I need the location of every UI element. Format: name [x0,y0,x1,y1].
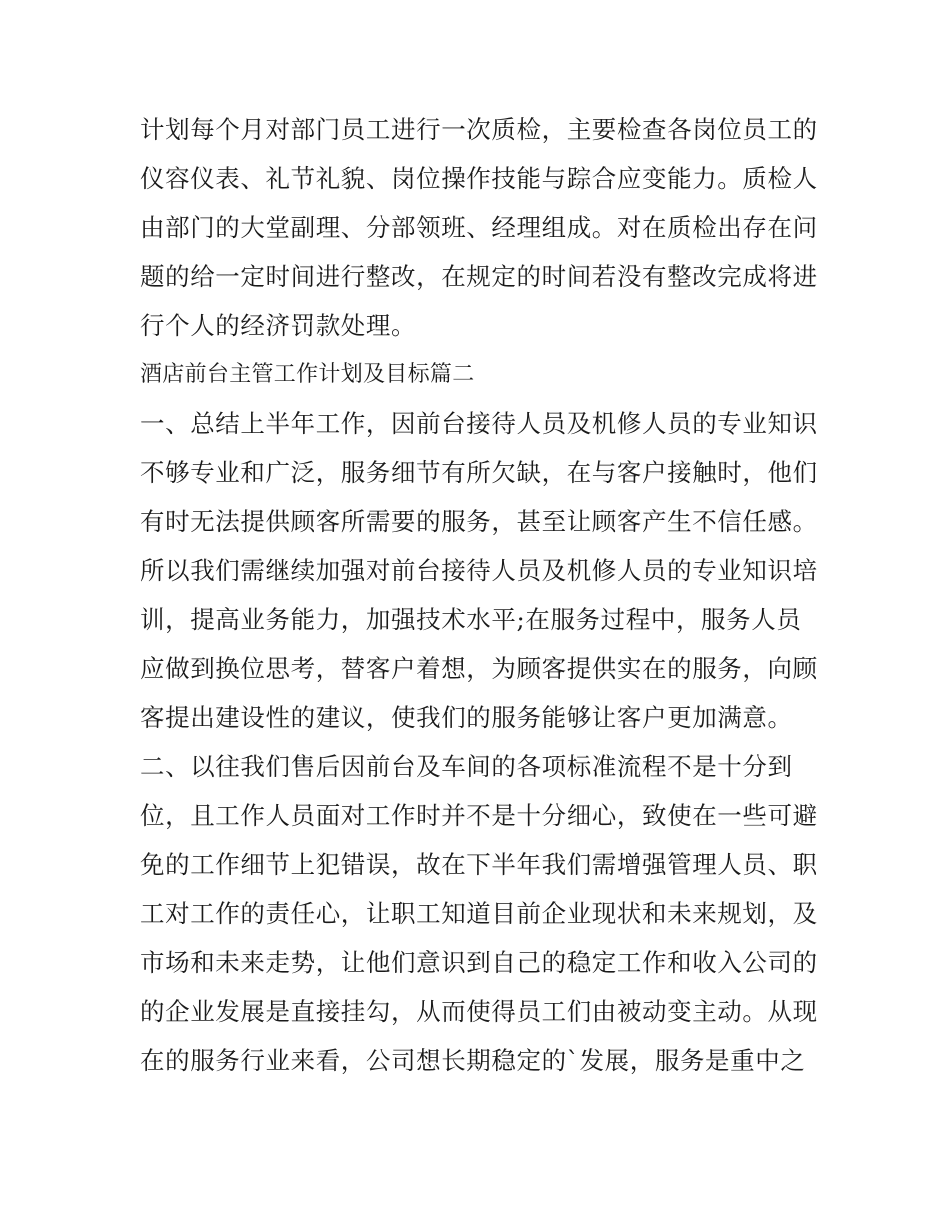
text-line: 应做到换位思考，替客户着想，为顾客提供实在的服务，向顾 [140,654,818,683]
text-line: 工对工作的责任心，让职工知道目前企业现状和未来规划，及 [140,899,818,928]
text-line: 不够专业和广泛，服务细节有所欠缺，在与客户接触时，他们 [140,458,818,487]
text-line: 有时无法提供顾客所需要的服务，甚至让顾客产生不信任感。 [140,507,818,536]
text-line: 训，提高业务能力，加强技术水平;在服务过程中，服务人员 [140,605,802,634]
text-line: 行个人的经济罚款处理。 [140,311,417,340]
text-line: 在的服务行业来看，公司想长期稳定的`发展，服务是重中之 [140,1046,806,1075]
text-line: 一、总结上半年工作，因前台接待人员及机修人员的专业知识 [140,409,818,438]
text-line: 仪容仪表、礼节礼貌、岗位操作技能与踪合应变能力。质检人 [140,164,818,193]
section-heading: 酒店前台主管工作计划及目标篇二 [140,362,475,387]
text-line: 计划每个月对部门员工进行一次质检，主要检查各岗位员工的 [140,115,818,144]
text-line: 二、以往我们售后因前台及车间的各项标准流程不是十分到 [140,752,793,781]
text-line: 市场和未来走势，让他们意识到自己的稳定工作和收入公司的 [140,948,818,977]
text-line: 由部门的大堂副理、分部领班、经理组成。对在质检出存在问 [140,213,818,242]
text-line: 免的工作细节上犯错误，故在下半年我们需增强管理人员、职 [140,850,818,879]
text-line: 位，且工作人员面对工作时并不是十分细心，致使在一些可避 [140,801,818,830]
text-line: 所以我们需继续加强对前台接待人员及机修人员的专业知识培 [140,556,818,585]
text-line: 客提出建设性的建议，使我们的服务能够让客户更加满意。 [140,703,793,732]
text-line: 的企业发展是直接挂勾，从而使得员工们由被动变主动。从现 [140,997,818,1026]
document-body [140,105,820,1085]
text-line: 题的给一定时间进行整改，在规定的时间若没有整改完成将进 [140,262,818,291]
